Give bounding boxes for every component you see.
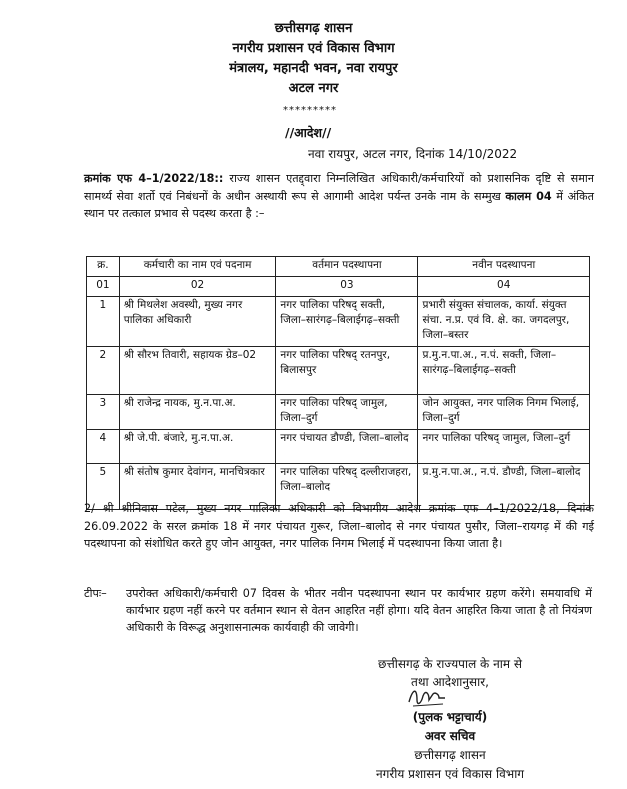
order-reference: क्रमांक एफ 4–1/2022/18:: (84, 172, 224, 185)
order-title: //आदेश// (285, 125, 332, 140)
table-header-row (87, 257, 590, 277)
table-row (87, 395, 590, 430)
header-serial: क्र. (87, 257, 120, 277)
colnum-4: 04 (418, 277, 590, 297)
header-government: छत्तीसगढ़ शासन (274, 21, 353, 36)
cell-employee: श्री राजेन्द्र नायक, मु.न.पा.अ. (119, 395, 276, 430)
cell-serial: 3 (87, 395, 120, 430)
intro-text-after: में अंकित स्थान पर तत्काल प्रभाव से पदस्थ करता है :– (84, 189, 595, 220)
header-new-posting: नवीन पदस्थापना (418, 257, 590, 277)
signatory-name: (पुलक भट्टाचार्य) (412, 710, 488, 724)
para-2: 2/ श्री श्रीनिवास पटेल, मुख्य नगर पालिका अधिकारी को विभागीय आदेश क्रमांक एफ 4–1/2022/18, दिनांक 26.09.2022 के सरल क्रमांक 18 में नगर पंचायत गुरूर, जिला–बालोद से नगर पंचायत पुसौर, जिला–रायगढ़ में की गई पदस्थापना को संशोधित करते हुए जोन आयुक्त, नगर पालिक निगम भिलाई में पदस्थापना किया जाता है। (84, 502, 594, 550)
cell-serial: 4 (87, 430, 120, 464)
note-text: उपरोक्त अधिकारी/कर्मचारी 07 दिवस के भीतर नवीन पदस्थापना स्थान पर कार्यभार ग्रहण करेंगे। समयावधि में कार्यभार ग्रहण नहीं करने पर वर्तमान स्थान से वेतन आहरित नहीं होगा। यदि वेतन आहरित किया जाता है तो नियंत्रण अधिकारी के विरूद्ध अनुशासनात्मक कार्यवाही की जावेगी। (126, 587, 592, 634)
cell-employee: श्री मिथलेश अवस्थी, मुख्य नगर पालिका अधिकारी (119, 297, 276, 347)
cell-current-posting: नगर पालिका परिषद् रतनपुर, बिलासपुर (276, 347, 418, 395)
intro-column-ref: कालम 04 (505, 189, 552, 203)
table-colnum-row (87, 277, 590, 297)
colnum-2: 02 (119, 277, 276, 297)
colnum-1: 01 (87, 277, 120, 297)
cell-serial: 5 (87, 464, 120, 510)
note-label: टीपः– (84, 587, 107, 600)
cell-employee: श्री संतोष कुमार देवांगन, मानचित्रकार (119, 464, 276, 510)
signature-order-line: तथा आदेशानुसार, (411, 675, 489, 689)
order-dateline: नवा रायपुर, अटल नगर, दिनांक 14/10/2022 (308, 147, 518, 161)
table-row (87, 297, 590, 347)
table-row (87, 430, 590, 464)
cell-serial: 1 (87, 297, 120, 347)
handwritten-signature (405, 684, 449, 710)
header-current-posting: वर्तमान पदस्थापना (276, 257, 418, 277)
cell-serial: 2 (87, 347, 120, 395)
colnum-3: 03 (276, 277, 418, 297)
header-employee: कर्मचारी का नाम एवं पदनाम (119, 257, 276, 277)
cell-new-posting: प्र.मु.न.पा.अ., न.पं. डौण्डी, जिला–बालोद (418, 464, 590, 510)
cell-new-posting: प्रभारी संयुक्त संचालक, कार्या. संयुक्त संचा. न.प्र. एवं वि. क्षे. का. जगदलपुर, जिला–बस्तर (418, 297, 590, 347)
signatory-org-1: छत्तीसगढ़ शासन (414, 748, 486, 762)
cell-new-posting: नगर पालिका परिषद् जामुल, जिला–दुर्ग (418, 430, 590, 464)
intro-paragraph (84, 170, 594, 223)
header-address: मंत्रालय, महानदी भवन, नवा रायपुर (229, 61, 398, 76)
signatory-designation: अवर सचिव (424, 729, 476, 743)
cell-current-posting: नगर पालिका परिषद् दल्लीराजहरा, जिला–बालोद (276, 464, 418, 510)
cell-employee: श्री सौरभ तिवारी, सहायक ग्रेड–02 (119, 347, 276, 395)
header-divider: ********* (283, 105, 337, 116)
cell-new-posting: जोन आयुक्त, नगर पालिक निगम भिलाई, जिला–दुर्ग (418, 395, 590, 430)
intro-text-before: राज्य शासन एतद्द्वारा निम्नलिखित अधिकारी/कर्मचारियों को प्रशासनिक दृष्टि से समान सामर्थ्य सेवा शर्तो एवं निबंधनों के अधीन अस्थायी रूप से आगामी आदेश पर्यन्त उनके नाम के सम्मुख (84, 172, 595, 203)
cell-current-posting: नगर पंचायत डौण्डी, जिला–बालोद (276, 430, 418, 464)
signatory-org-2: नगरीय प्रशासन एवं विकास विभाग (375, 767, 525, 781)
header-department: नगरीय प्रशासन एवं विकास विभाग (232, 41, 395, 56)
cell-current-posting: नगर पालिका परिषद् जामुल, जिला–दुर्ग (276, 395, 418, 430)
cell-new-posting: प्र.मु.न.पा.अ., न.पं. सक्ती, जिला–सारंगढ़–बिलाईगढ़–सक्ती (418, 347, 590, 395)
posting-table (86, 256, 590, 510)
cell-current-posting: नगर पालिका परिषद् सक्ती, जिला–सारंगढ़–बिलाईगढ़–सक्ती (276, 297, 418, 347)
signature-authority: छत्तीसगढ़ के राज्यपाल के नाम से (378, 657, 522, 671)
header-city: अटल नगर (288, 81, 339, 96)
table-row (87, 347, 590, 395)
cell-employee: श्री जे.पी. बंजारे, मु.न.पा.अ. (119, 430, 276, 464)
